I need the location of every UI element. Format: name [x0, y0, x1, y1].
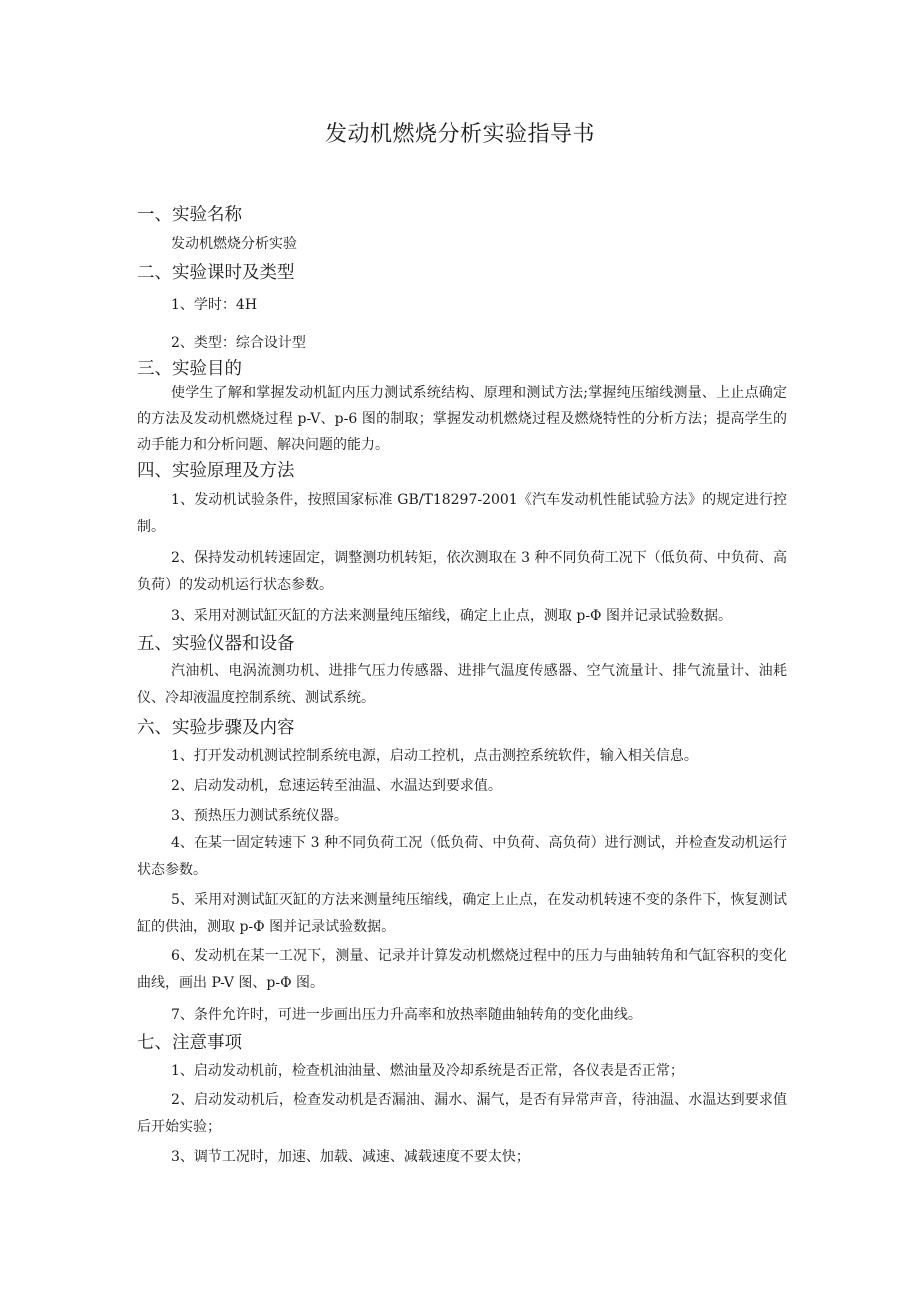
procedure-step-7: 7、条件允许时，可进一步画出压力升高率和放热率随曲轴转角的变化曲线。: [171, 1007, 642, 1023]
section-heading-experiment-name: 一、实验名称: [137, 205, 242, 225]
section-heading-principle: 四、实验原理及方法: [137, 461, 295, 481]
procedure-step-2: 2、启动发动机，怠速运转至油温、水温达到要求值。: [171, 778, 502, 794]
section-heading-procedure: 六、实验步骤及内容: [137, 718, 295, 738]
type-text: 2、类型：综合设计型: [171, 335, 306, 351]
document-title: 发动机燃烧分析实验指导书: [324, 122, 595, 147]
procedure-step-1: 1、打开发动机测试控制系统电源，启动工控机，点击测控系统软件，输入相关信息。: [171, 748, 698, 764]
section-heading-equipment: 五、实验仪器和设备: [137, 634, 295, 654]
section-heading-purpose: 三、实验目的: [137, 359, 242, 379]
principle-item-1: 1、发动机试验条件，按照国家标准 GB/T18297-2001《汽车发动机性能试验方法》的规定进行控制。: [137, 492, 787, 535]
procedure-step-4: 4、在某一固定转速下 3 种不同负荷工况（低负荷、中负荷、高负荷）进行测试，并检查发动机运行状态参数。: [137, 835, 787, 878]
principle-item-2: 2、保持发动机转速固定，调整测功机转矩，依次测取在 3 种不同负荷工况下（低负荷、中负荷、高负荷）的发动机运行状态参数。: [137, 550, 787, 593]
section-heading-precautions: 七、注意事项: [137, 1033, 242, 1053]
equipment-text: 汽油机、电涡流测功机、进排气压力传感器、进排气温度传感器、空气流量计、排气流量计、油耗仪、冷却液温度控制系统、测试系统。: [137, 663, 787, 706]
purpose-text: 使学生了解和掌握发动机缸内压力测试系统结构、原理和测试方法;掌握纯压缩线测量、上止点确定的方法及发动机燃烧过程 p-V、p-6 图的制取；掌握发动机燃烧过程及燃烧特性的分析方法；提高学生的动手能力和分析问题、解决问题的能力。: [137, 385, 787, 453]
procedure-step-5: 5、采用对测试缸灭缸的方法来测量纯压缩线，确定上止点，在发动机转速不变的条件下，恢复测试缸的供油，测取 p-Φ 图并记录试验数据。: [137, 892, 787, 935]
hours-text: 1、学时：4H: [171, 297, 258, 313]
procedure-step-3: 3、预热压力测试系统仪器。: [171, 808, 348, 824]
section-heading-hours-type: 二、实验课时及类型: [137, 263, 295, 283]
precaution-item-3: 3、调节工况时，加速、加载、减速、减载速度不要太快；: [171, 1149, 530, 1165]
experiment-name-text: 发动机燃烧分析实验: [171, 236, 297, 252]
procedure-step-6: 6、发动机在某一工况下，测量、记录并计算发动机燃烧过程中的压力与曲轴转角和气缸容积的变化曲线，画出 P-V 图、p-Φ 图。: [137, 948, 787, 991]
precaution-item-2: 2、启动发动机后，检查发动机是否漏油、漏水、漏气，是否有异常声音，待油温、水温达到要求值后开始实验；: [137, 1092, 787, 1135]
precaution-item-1: 1、启动发动机前，检查机油油量、燃油量及冷却系统是否正常，各仪表是否正常；: [171, 1063, 684, 1079]
principle-item-3: 3、采用对测试缸灭缸的方法来测量纯压缩线，确定上止点，测取 p-Φ 图并记录试验数据。: [171, 608, 732, 624]
